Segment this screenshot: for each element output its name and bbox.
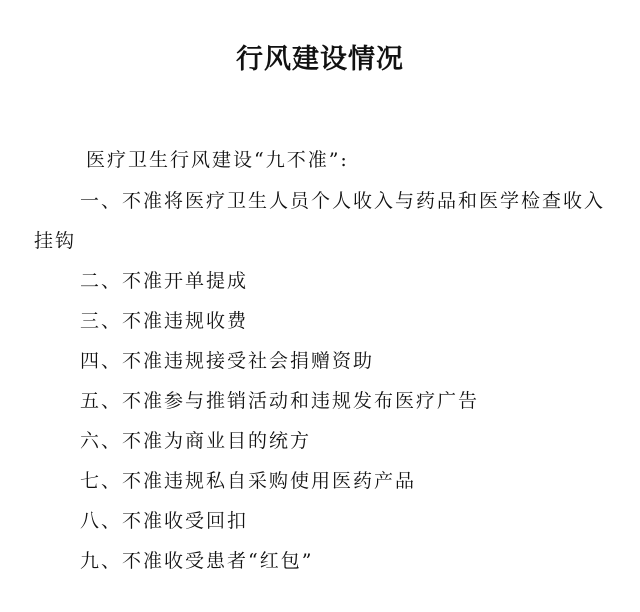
page-title: 行风建设情况 — [236, 44, 404, 75]
rule-item-2: 二、不准开单提成 — [80, 270, 249, 292]
rule-item-6: 六、不准为商业目的统方 — [80, 430, 312, 452]
rule-item-4: 四、不准违规接受社会捐赠资助 — [80, 350, 375, 372]
rule-item-7: 七、不准违规私自采购使用医药产品 — [80, 470, 417, 492]
rule-item-9: 九、不准收受患者“红包” — [80, 550, 314, 572]
rule-item-5: 五、不准参与推销活动和违规发布医疗广告 — [80, 390, 480, 412]
intro-text: 医疗卫生行风建设“九不准”: — [86, 149, 349, 171]
rule-item-3: 三、不准违规收费 — [80, 310, 249, 332]
rule-item-1: 一、不准将医疗卫生人员个人收入与药品和医学检查收入挂钩 — [34, 190, 606, 252]
rule-item-8: 八、不准收受回扣 — [80, 510, 249, 532]
rule-list — [34, 181, 614, 581]
